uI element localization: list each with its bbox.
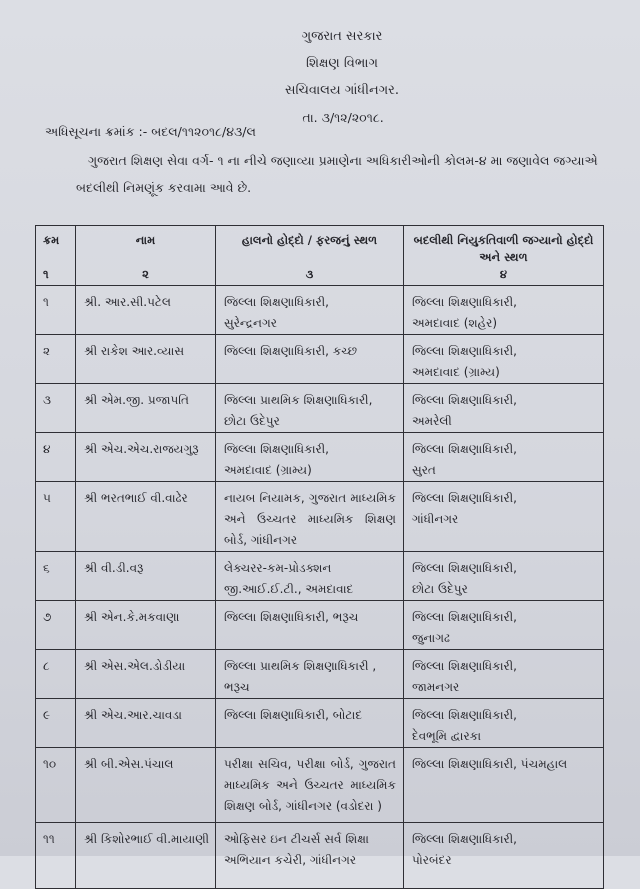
officer-name: શ્રી એચ.આર.ચાવડા [84, 708, 182, 722]
cell-line: જિલ્લા શિક્ષણાધિકારી, [412, 659, 517, 673]
table-row [36, 286, 604, 335]
cell-line: જિલ્લા શિક્ષણાધિકારી, [412, 491, 517, 505]
new-post-cell [404, 335, 604, 384]
cell-line: જિલ્લા શિક્ષણાધિકારી, [412, 295, 517, 309]
officer-name: શ્રી રાકેશ આર.વ્યાસ [84, 344, 185, 358]
cell-line: પોરબંદર [412, 853, 452, 867]
table-row [36, 552, 604, 601]
serial-number-cell [36, 286, 76, 335]
cell-line: જિલ્લા શિક્ષણાધિકારી, [224, 295, 329, 309]
officer-name-cell [76, 552, 216, 601]
serial-number: ૯ [43, 708, 51, 722]
table-row [36, 650, 604, 699]
officer-name-cell [76, 650, 216, 699]
serial-number: ૪ [43, 442, 51, 456]
cell-line: છોટા ઉદેપુર [224, 414, 280, 428]
cell-line: ઓફિસર ઇન ટીચર્સ સર્વ શિક્ષા [224, 832, 369, 846]
serial-number-cell [36, 384, 76, 433]
cell-line: ભરૂચ [224, 680, 250, 694]
cell-line: જિલ્લા શિક્ષણાધિકારી, [412, 442, 517, 456]
cell-line: જિલ્લા શિક્ષણાધિકારી, કચ્છ [224, 344, 357, 358]
cell-line: માધ્યમિક અને ઉચ્ચતર માધ્યમિક [224, 778, 396, 792]
cell-line: સુરેન્દ્રનગર [224, 316, 277, 330]
officer-name: શ્રી કિશોરભાઈ વી.માયાણી [84, 832, 210, 846]
cell-line: જુનાગઢ [412, 631, 450, 645]
column-number: ૧ [43, 267, 49, 281]
cell-line: જિલ્લા શિક્ષણાધિકારી, [412, 561, 517, 575]
serial-number: ૫ [43, 491, 51, 505]
officer-name: શ્રી. આર.સી.પટેલ [84, 295, 171, 309]
current-post-cell [216, 552, 404, 601]
officer-name: શ્રી એમ.જી. પ્રજાપતિ [84, 393, 189, 407]
cell-line: અને ઉચ્ચતર માધ્યમિક શિક્ષણ [224, 512, 396, 526]
header-name [76, 226, 216, 286]
cell-line: લેક્ચરર-કમ-પ્રોડક્શન [224, 561, 332, 575]
order-date: તા. ૩/૧૨/૨૦૧૮. [302, 110, 384, 125]
cell-line: જિલ્લા શિક્ષણાધિકારી, ભરૂચ [224, 610, 359, 624]
cell-line: જામનગર [412, 680, 460, 694]
header-new-post [404, 226, 604, 286]
current-post-cell [216, 384, 404, 433]
column-number: ૩ [305, 267, 314, 281]
serial-number-cell [36, 482, 76, 552]
new-post-cell [404, 552, 604, 601]
current-post-cell [216, 650, 404, 699]
notification-number: અધિસૂચના ક્રમાંક :- બદલ/૧૧૨૦૧૮/૪૩/લ [45, 124, 256, 139]
officer-name-cell [76, 748, 216, 823]
new-post-cell [404, 650, 604, 699]
current-post-cell [216, 601, 404, 650]
current-post-cell [216, 433, 404, 482]
current-post-cell [216, 482, 404, 552]
officer-name-cell [76, 384, 216, 433]
serial-number-cell [36, 601, 76, 650]
cell-line: બોર્ડ, ગાંધીનગર [224, 533, 298, 547]
officer-name-cell [76, 286, 216, 335]
cell-line: જિલ્લા શિક્ષણાધિકારી, [412, 344, 517, 358]
serial-number: ૮ [43, 659, 50, 673]
table-row [36, 748, 604, 823]
officer-name: શ્રી એચ.એચ.રાજયગુરૂ [84, 442, 199, 456]
cell-line: જિલ્લા પ્રાથમિક શિક્ષણાધિકારી, [224, 393, 373, 407]
serial-number: ૧ [43, 295, 49, 309]
cell-line: જિલ્લા શિક્ષણાધિકારી, [412, 832, 517, 846]
cell-line: જિલ્લા શિક્ષણાધિકારી, પંચમહાલ [412, 757, 568, 771]
intro-paragraph: ગુજરાત શિક્ષણ સેવા વર્ગ- ૧ ના નીચે જણાવ્યા પ્રમાણેના અધિકારીઓની કોલમ-૪ મા જણાવેલ જગ્યાએ બદલીથી નિમણૂંક કરવામા આવે છે. [76, 153, 598, 195]
serial-number: ૩ [43, 393, 51, 407]
table-row [36, 601, 604, 650]
header-serial [36, 226, 76, 286]
current-post-cell [216, 748, 404, 823]
current-post-cell [216, 699, 404, 748]
serial-number-cell [36, 433, 76, 482]
table-row [36, 699, 604, 748]
header-label: નામ [135, 233, 156, 247]
cell-line: જી.આઈ.ઈ.ટી., અમદાવાદ [224, 582, 354, 596]
officer-name-cell [76, 699, 216, 748]
table-row [36, 335, 604, 384]
cell-line: છોટા ઉદેપુર [412, 582, 468, 596]
header-label: બદલીથી નિયુકતિવાળી જગ્યાનો હોદ્દો [413, 233, 594, 247]
serial-number-cell [36, 748, 76, 823]
new-post-cell [404, 699, 604, 748]
cell-line: ગાંધીનગર [412, 512, 459, 526]
cell-line: જિલ્લા શિક્ષણાધિકારી, બોટાદ [224, 708, 363, 722]
header-label: ક્રમ [43, 233, 60, 247]
serial-number-cell [36, 650, 76, 699]
cell-line: અભિયાન કચેરી, ગાંધીનગર [224, 853, 357, 867]
cell-line: નાયબ નિયામક, ગુજરાત માધ્યમિક [224, 491, 396, 505]
officer-name: શ્રી ભરતભાઈ વી.વાઢેર [84, 491, 188, 505]
officer-name: શ્રી વી.ડી.વરૂ [84, 561, 144, 575]
table-row [36, 433, 604, 482]
transfer-table [35, 225, 604, 889]
serial-number-cell [36, 335, 76, 384]
column-number: ૨ [142, 267, 149, 281]
serial-number: ૭ [43, 610, 52, 624]
header-label: હાલનો હોદ્દો / ફરજનું સ્થળ [241, 233, 378, 247]
officer-name-cell [76, 482, 216, 552]
new-post-cell [404, 286, 604, 335]
officer-name: શ્રી એન.કે.મકવાણા [84, 610, 180, 624]
cell-line: અમદાવાદ (ગ્રામ્ય) [412, 365, 500, 379]
cell-line: પરીક્ષા સચિવ, પરીક્ષા બોર્ડ, ગુજરાત [224, 757, 396, 771]
new-post-cell [404, 601, 604, 650]
serial-number: ૧૦ [43, 757, 57, 771]
new-post-cell [404, 748, 604, 823]
new-post-cell [404, 433, 604, 482]
new-post-cell [404, 482, 604, 552]
serial-number-cell [36, 699, 76, 748]
cell-line: સુરત [412, 463, 436, 477]
officer-name: શ્રી બી.એસ.પંચાલ [84, 757, 174, 771]
serial-number: ૨ [43, 344, 51, 358]
cell-line: જિલ્લા શિક્ષણાધિકારી, [412, 610, 517, 624]
current-post-cell [216, 286, 404, 335]
office-location: સચિવાલય ગાંધીનગર. [285, 83, 399, 98]
officer-name-cell [76, 335, 216, 384]
cell-line: અમરેલી [412, 414, 452, 428]
cell-line: દેવભૂમિ દ્વારકા [412, 729, 482, 743]
officer-name-cell [76, 433, 216, 482]
serial-number-cell [36, 552, 76, 601]
table-body [36, 286, 604, 889]
officer-name: શ્રી એસ.એલ.ડોડીયા [84, 659, 186, 673]
cell-line: જિલ્લા શિક્ષણાધિકારી, [412, 708, 517, 722]
government-title: ગુજરાત સરકાર [301, 29, 383, 44]
cell-line: અમદાવાદ (શહેર) [412, 316, 498, 330]
new-post-cell [404, 384, 604, 433]
column-number: ૪ [499, 267, 508, 281]
current-post-cell [216, 335, 404, 384]
department-name: શિક્ષણ વિભાગ [306, 56, 378, 71]
officer-name-cell [76, 601, 216, 650]
cell-line: અમદાવાદ (ગ્રામ્ય) [224, 463, 312, 477]
serial-number: ૧૧ [43, 832, 55, 846]
cell-line: જિલ્લા શિક્ષણાધિકારી, [224, 442, 329, 456]
table-row [36, 384, 604, 433]
serial-number: ૬ [43, 561, 50, 575]
header-current-post [216, 226, 404, 286]
table-header-row [36, 226, 604, 286]
cell-line: શિક્ષણ બોર્ડ, ગાંધીનગર (વડોદરા ) [224, 799, 382, 813]
header-label: અને સ્થળ [479, 250, 528, 264]
table-row [36, 482, 604, 552]
cell-line: જિલ્લા પ્રાથમિક શિક્ષણાધિકારી , [224, 659, 377, 673]
cell-line: જિલ્લા શિક્ષણાધિકારી, [412, 393, 517, 407]
